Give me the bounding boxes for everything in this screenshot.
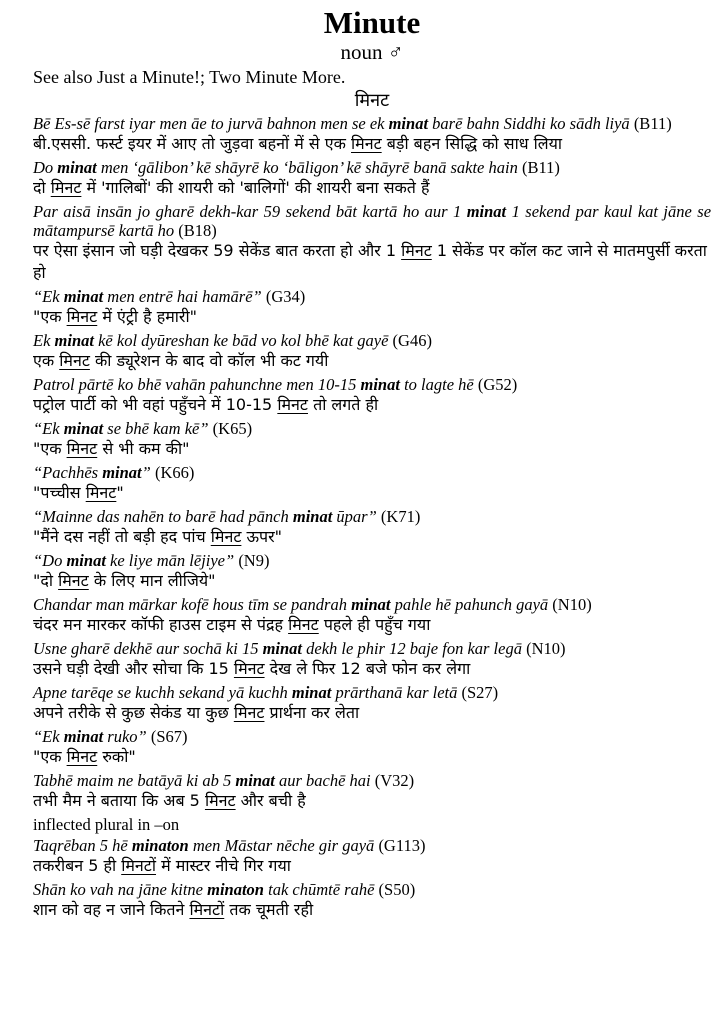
roman-text: aur bachē hai [274,771,371,790]
source-reference: (S27) [457,683,499,702]
romanized-example [33,419,711,438]
deva-text: में एंट्री है हमारी" [97,307,197,326]
romanized-example [33,880,711,899]
example-entry [33,880,711,921]
roman-text: Usne gharē dekhē aur sochā ki 15 [33,639,263,658]
source-reference: (G46) [388,331,432,350]
keyword-highlight: minat [466,202,507,221]
keyword-underline: मिनट [351,134,382,153]
example-entry [33,202,711,284]
example-entry [33,771,711,812]
devanagari-example [33,526,711,548]
deva-text: के लिए मान लीजिये" [88,571,216,590]
keyword-underline: मिनट [233,703,265,722]
headword: Minute [323,5,421,40]
example-entry [33,683,711,724]
deva-text: दो [33,178,51,197]
example-entry [33,287,711,328]
keyword-highlight: minaton [131,836,189,855]
deva-text: "एक [33,307,67,326]
deva-text: "मैंने दस नहीं तो बड़ी हद पांच [33,527,211,546]
example-entry [33,595,711,636]
example-entry [33,331,711,372]
keyword-highlight: minat [63,727,104,746]
source-reference: (B11) [517,158,560,177]
part-of-speech: noun ♂ [340,40,404,64]
deva-text: और बची है [235,791,306,810]
roman-text: Chandar man mārkar kofē hous tīm se pandrah [33,595,352,614]
romanized-example [33,114,711,133]
source-reference: (S67) [146,727,188,746]
roman-text: ” [141,463,151,482]
example-list [33,114,711,812]
example-entry [33,114,711,155]
keyword-underline: मिनट [66,747,98,766]
keyword-highlight: minat [54,331,94,350]
deva-text: में मास्टर नीचे गिर गया [156,856,291,875]
romanized-example [33,683,711,702]
devanagari-example [33,133,711,155]
devanagari-example [33,240,711,284]
example-entry [33,158,711,199]
roman-text: barē bahn Siddhi ko sādh liyā [428,114,630,133]
keyword-underline: मिनट [210,527,242,546]
keyword-underline: मिनट [204,791,236,810]
roman-text: Tabhē maim ne batāyā ki ab 5 [33,771,236,790]
keyword-underline: मिनट [50,178,82,197]
keyword-highlight: minat [235,771,275,790]
devanagari-example [33,177,711,199]
keyword-highlight: minat [351,595,391,614]
deva-text: देख ले फिर 12 बजे फोन कर लेगा [264,659,471,678]
deva-text: अपने तरीके से कुछ सेकंड या कुछ [33,703,234,722]
deva-text: "पच्चीस [33,483,86,502]
deva-text: बी.एससी. फर्स्ट इयर में आए तो जुड़वा बहनों में से एक [33,134,352,153]
example-entry [33,419,711,460]
source-reference: (G34) [261,287,306,306]
romanized-example [33,507,711,526]
example-entry [33,727,711,768]
romanized-example [33,202,711,240]
roman-text: se bhē kam kē” [103,419,209,438]
devanagari-example [33,899,711,921]
deva-text: शान को वह न जाने कितने [33,900,190,919]
keyword-highlight: minat [66,551,106,570]
keyword-underline: मिनट [66,439,98,458]
source-reference: (S50) [374,880,416,899]
devanagari-example [33,438,711,460]
deva-text: पहले ही पहुँच गया [318,615,431,634]
roman-text: dekh le phir 12 baje fon kar legā [302,639,522,658]
devanagari-example [33,746,711,768]
deva-text: "दो [33,571,59,590]
romanized-example [33,595,711,614]
keyword-underline: मिनटों [189,900,225,919]
inflected-example-list [33,836,711,921]
example-entry [33,375,711,416]
devanagari-example [33,570,711,592]
keyword-highlight: minat [292,507,333,526]
devanagari-example [33,702,711,724]
roman-text: Apne tarēqe se kuchh sekand yā kuchh [33,683,292,702]
roman-text: 1 sekend par kaul kat jāne se mātampursē kartā ho [33,202,712,240]
roman-text: tak chūmtē rahē [263,880,375,899]
devanagari-example [33,350,711,372]
deva-text: बड़ी बहन सिद्धि को साध लिया [381,134,563,153]
deva-text: में 'गालिबों' की शायरी को 'बालिगों' की शायरी बना सकते हैं [81,178,430,197]
deva-text: "एक [33,439,67,458]
devanagari-example [33,614,711,636]
keyword-highlight: minat [291,683,332,702]
keyword-highlight: minat [63,287,104,306]
devanagari-example [33,306,711,328]
romanized-example [33,771,711,790]
roman-text: Shān ko vah na jāne kitne [33,880,208,899]
roman-text: prārthanā kar letā [331,683,458,702]
keyword-underline: मिनट [59,351,90,370]
source-reference: (B18) [174,221,217,240]
keyword-underline: मिनट [66,307,98,326]
deva-text: पट्रोल पार्टी को भी वहां पहुँचने में 10-15 [33,395,278,414]
source-reference: (K71) [376,507,421,526]
keyword-underline: मिनट [233,659,265,678]
roman-text: Bē Es-sē farst iyar men āe to jurvā bahnon men se ek [33,114,389,133]
roman-text: “Ek [33,287,64,306]
deva-text: चंदर मन मारकर कॉफी हाउस टाइम से पंद्रह [33,615,289,634]
source-reference: (N10) [548,595,592,614]
devanagari-example [33,658,711,680]
roman-text: “Do [33,551,67,570]
roman-text: pahle hē pahunch gayā [390,595,549,614]
keyword-underline: मिनट [58,571,89,590]
devanagari-example [33,855,711,877]
roman-text: Do [33,158,58,177]
source-reference: (B11) [629,114,672,133]
keyword-highlight: minat [63,419,104,438]
roman-text: to lagte hē [399,375,474,394]
roman-text: ruko” [103,727,147,746]
roman-text: Taqrēban 5 hē [33,836,132,855]
roman-text: men Māstar nēche gir gayā [188,836,375,855]
deva-text: उसने घड़ी देखी और सोचा कि 15 [33,659,234,678]
roman-text: “Ek [33,419,64,438]
roman-text: Ek [33,331,55,350]
keyword-underline: मिनटों [121,856,157,875]
keyword-highlight: minaton [207,880,264,899]
keyword-highlight: minat [262,639,303,658]
hindi-headword: मिनट [354,90,390,111]
roman-text: “Pachhēs [33,463,103,482]
source-reference: (G52) [473,375,518,394]
example-entry [33,836,711,877]
keyword-underline: मिनट [288,615,319,634]
romanized-example [33,287,711,306]
source-reference: (G113) [374,836,426,855]
deva-text: ऊपर" [241,527,283,546]
deva-text: एक [33,351,60,370]
deva-text: 1 सेकेंड पर कॉल कट जाने से मातमपुर्सी करता हो [33,241,707,282]
deva-text: की ड्यूरेशन के बाद वो कॉल भी कट गयी [89,351,329,370]
romanized-example [33,331,711,350]
romanized-example [33,551,711,570]
deva-text: से भी कम की" [97,439,190,458]
keyword-underline: मिनट [401,241,432,260]
deva-text: "एक [33,747,67,766]
see-also-line: See also Just a Minute!; Two Minute More. [33,67,346,87]
roman-text: kē kol dyūreshan ke bād vo kol bhē kat gayē [93,331,389,350]
keyword-highlight: minat [102,463,142,482]
keyword-highlight: minat [388,114,429,133]
roman-text: men entrē hai hamārē” [103,287,262,306]
source-reference: (N10) [521,639,566,658]
source-reference: (V32) [370,771,415,790]
roman-text: ūpar” [332,507,377,526]
keyword-underline: मिनट [277,395,308,414]
devanagari-example [33,790,711,812]
source-reference: (K65) [208,419,253,438]
deva-text: प्रार्थना कर लेता [264,703,360,722]
source-reference: (K66) [150,463,195,482]
roman-text: ke liye mān lējiye” [105,551,235,570]
romanized-example [33,639,711,658]
roman-text: Par aisā insān jo gharē dekh-kar 59 sekend bāt kartā ho aur 1 [33,202,467,221]
keyword-highlight: minat [57,158,97,177]
example-entry [33,463,711,504]
deva-text: तभी मैम ने बताया कि अब 5 [33,791,205,810]
example-entry [33,551,711,592]
roman-text: Patrol pārtē ko bhē vahān pahunchne men 10-15 [33,375,361,394]
keyword-highlight: minat [360,375,400,394]
example-entry [33,507,711,548]
roman-text: “Ek [33,727,64,746]
source-reference: (N9) [234,551,270,570]
inflection-note: inflected plural in –on [33,815,180,834]
romanized-example [33,836,711,855]
devanagari-example [33,482,711,504]
deva-text: " [116,483,124,502]
deva-text: रुको" [97,747,136,766]
deva-text: तक चूमती रही [224,900,314,919]
devanagari-example [33,394,711,416]
deva-text: पर ऐसा इंसान जो घड़ी देखकर 59 सेकेंड बात करता हो और 1 [33,241,402,260]
roman-text: men ‘gālibon’ kē shāyrē ko ‘bāligon’ kē shāyrē banā sakte hain [96,158,518,177]
deva-text: तकरीबन 5 ही [33,856,122,875]
roman-text: “Mainne das nahēn to barē had pānch [33,507,293,526]
romanized-example [33,727,711,746]
romanized-example [33,158,711,177]
deva-text: तो लगते ही [307,395,379,414]
romanized-example [33,463,711,482]
romanized-example [33,375,711,394]
example-entry [33,639,711,680]
keyword-underline: मिनट [85,483,117,502]
